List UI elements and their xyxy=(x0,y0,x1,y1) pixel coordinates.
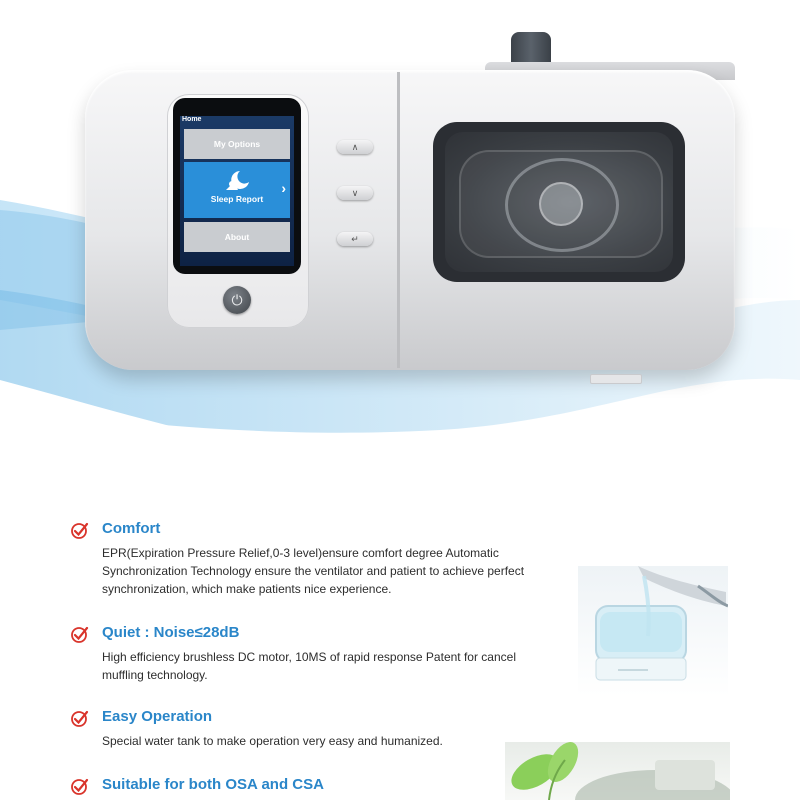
water-tank-illustration xyxy=(578,566,728,696)
check-icon xyxy=(70,520,90,540)
moon-person-icon xyxy=(222,168,252,192)
screen-home-label: Home xyxy=(182,116,202,123)
menu-item-label: Sleep Report xyxy=(210,194,264,204)
feature-description: Special water tank to make operation very easy and humanized. xyxy=(102,734,443,748)
check-icon xyxy=(70,776,90,796)
cpap-device xyxy=(85,62,735,372)
enter-button[interactable] xyxy=(337,232,373,246)
power-icon: ⏻ xyxy=(231,292,243,308)
feature-title: Quiet : Noise≤28dB xyxy=(102,624,240,641)
chevron-down-icon: ∨ xyxy=(351,188,359,198)
feature-description: High efficiency brushless DC motor, 10MS of rapid response Patent for cancel muffling technology. xyxy=(102,650,516,682)
rear-port xyxy=(590,374,642,384)
return-icon: ↵ xyxy=(351,234,359,244)
leaves-illustration xyxy=(505,742,730,800)
down-button[interactable] xyxy=(337,186,373,200)
body-seam xyxy=(397,72,400,368)
feature-title: Easy Operation xyxy=(102,708,213,725)
water-tank-photo xyxy=(578,566,728,696)
feature-title: Comfort xyxy=(102,520,161,537)
feature-description: EPR(Expiration Pressure Relief,0-3 level)ensure comfort degree Automatic Synchronization Technology ensure the ventilator and patient to achieve perfect synchronization, which make patients nice experience. xyxy=(102,546,525,596)
chevron-up-icon: ∧ xyxy=(351,142,359,152)
device-screen xyxy=(173,98,301,274)
up-button[interactable] xyxy=(337,140,373,154)
feature-title: Suitable for both OSA and CSA xyxy=(102,776,324,793)
power-button[interactable] xyxy=(223,286,251,314)
menu-item-about[interactable] xyxy=(184,222,290,252)
menu-item-label: About xyxy=(224,232,250,242)
menu-item-sleep-report[interactable] xyxy=(184,162,290,218)
check-icon xyxy=(70,708,90,728)
check-icon xyxy=(70,624,90,644)
blower-hub xyxy=(539,182,583,226)
menu-item-my-options[interactable] xyxy=(184,129,290,159)
menu-item-label: My Options xyxy=(213,139,261,149)
chevron-right-icon: › xyxy=(281,180,286,196)
water-tank-window xyxy=(445,132,673,272)
leaves-photo xyxy=(505,742,730,800)
